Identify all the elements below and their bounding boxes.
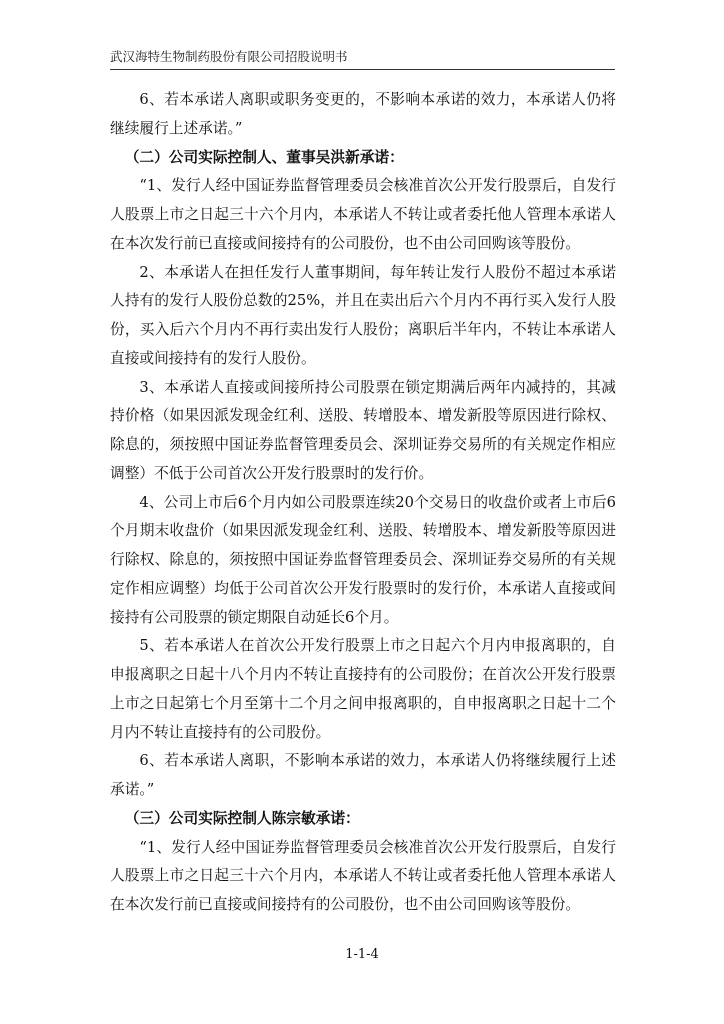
paragraph: 3、本承诺人直接或间接所持公司股票在锁定期满后两年内减持的，其减持价格（如果因派发现金红利、送股、转增股本、增发新股等原因进行除权、除息的，须按照中国证券监督管理委员会、深圳证券交易所的有关规定作相应调整）不低于公司首次公开发行股票时的发行价。 — [110, 378, 616, 482]
paragraph: “1、发行人经中国证券监督管理委员会核准首次公开发行股票后，自发行人股票上市之日起三十六个月内，本承诺人不转让或者委托他人管理本承诺人在本次发行前已直接或间接持有的公司股份，也不由公司回购该等股份。 — [110, 177, 616, 252]
document-header-title: 武汉海特生物制药股份有限公司招股说明书 — [110, 49, 348, 64]
section-heading: （二）公司实际控制人、董事吴洪新承诺： — [124, 148, 404, 166]
paragraph: 2、本承诺人在担任发行人董事期间，每年转让发行人股份不超过本承诺人持有的发行人股份总数的25%，并且在卖出后六个月内不再行买入发行人股份，买入后六个月内不再行卖出发行人股份；离职后半年内，不转让本承诺人直接或间接持有的发行人股份。 — [110, 263, 616, 367]
paragraph: 6、若本承诺人离职或职务变更的，不影响本承诺的效力，本承诺人仍将继续履行上述承诺。” — [110, 91, 616, 137]
header-divider — [110, 69, 615, 70]
page-number: 1-1-4 — [345, 947, 379, 962]
document-body — [110, 86, 616, 920]
paragraph: 4、公司上市后6个月内如公司股票连续20个交易日的收盘价或者上市后6个月期末收盘价（如果因派发现金红利、送股、转增股本、增发新股等原因进行除权、除息的，须按照中国证券监督管理委员会、深圳证券交易所的有关规定作相应调整）均低于公司首次公开发行股票时的发行价，本承诺人直接或间接持有公司股票的锁定期限自动延长6个月。 — [110, 493, 616, 626]
paragraph: 5、若本承诺人在首次公开发行股票上市之日起六个月内申报离职的，自申报离职之日起十八个月内不转让直接持有的公司股份；在首次公开发行股票上市之日起第七个月至第十二个月之间申报离职的，自申报离职之日起十二个月内不转让直接持有的公司股份。 — [110, 637, 616, 741]
section-heading: （三）公司实际控制人陈宗敏承诺： — [124, 809, 360, 827]
paragraph: 6、若本承诺人离职，不影响本承诺的效力，本承诺人仍将继续履行上述承诺。” — [110, 752, 616, 798]
paragraph: “1、发行人经中国证券监督管理委员会核准首次公开发行股票后，自发行人股票上市之日起三十六个月内，本承诺人不转让或者委托他人管理本承诺人在本次发行前已直接或间接持有的公司股份，也不由公司回购该等股份。 — [110, 838, 616, 913]
